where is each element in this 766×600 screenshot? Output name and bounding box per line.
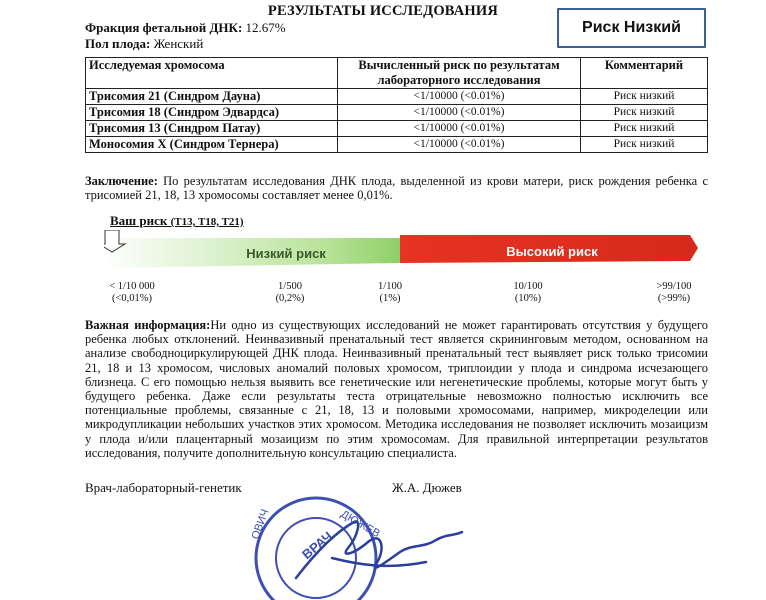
row-chromosome: Трисомия 21 (Синдром Дауна) bbox=[86, 89, 338, 105]
row-risk: <1/10000 (<0.01%) bbox=[338, 105, 581, 121]
scale-tick bbox=[642, 281, 706, 305]
fetal-sex-value: Женский bbox=[153, 36, 204, 51]
row-comment: Риск низкий bbox=[581, 89, 708, 105]
tick-value: < 1/10 000 bbox=[109, 281, 155, 292]
fetal-dna-label: Фракция фетальной ДНК: bbox=[85, 20, 243, 35]
risk-scale-title-text: Ваш риск bbox=[110, 213, 168, 228]
table-row bbox=[86, 89, 708, 105]
tick-value: 1/500 bbox=[278, 281, 302, 292]
risk-badge: Риск Низкий bbox=[557, 8, 706, 48]
row-risk: <1/10000 (<0.01%) bbox=[338, 89, 581, 105]
conclusion-label: Заключение: bbox=[85, 174, 158, 188]
header-risk: Вычисленный риск по результатам лабораторного исследования bbox=[338, 58, 581, 89]
table-row bbox=[86, 137, 708, 153]
row-risk: <1/10000 (<0.01%) bbox=[338, 121, 581, 137]
header-comment: Комментарий bbox=[581, 58, 708, 89]
doctor-role: Врач-лабораторный-генетик bbox=[85, 480, 242, 495]
tick-percent: (<0,01%) bbox=[111, 293, 153, 304]
row-chromosome: Трисомия 13 (Синдром Патау) bbox=[86, 121, 338, 137]
fetal-dna-value: 12.67% bbox=[245, 20, 286, 35]
row-comment: Риск низкий bbox=[581, 105, 708, 121]
results-table bbox=[85, 57, 708, 153]
stamp-and-signature bbox=[236, 492, 466, 600]
risk-scale-bar bbox=[104, 230, 698, 276]
table-header-row bbox=[86, 58, 708, 89]
row-risk: <1/10000 (<0.01%) bbox=[338, 137, 581, 153]
tick-percent: (1%) bbox=[379, 293, 401, 304]
conclusion-text: По результатам исследования ДНК плода, выделенной из крови матери, риск рождения ребенка с трисомией 21, 18, 13 хромосомы составляет менее 0,01%. bbox=[85, 174, 709, 203]
table-row bbox=[86, 105, 708, 121]
tick-value: >99/100 bbox=[656, 281, 692, 292]
row-comment: Риск низкий bbox=[581, 121, 708, 137]
scale-tick bbox=[100, 281, 164, 305]
fetal-sex-line bbox=[85, 36, 203, 52]
fetal-sex-label: Пол плода: bbox=[85, 36, 151, 51]
header-chromosome: Исследуемая хромосома bbox=[86, 58, 338, 89]
scale-tick bbox=[262, 281, 318, 305]
row-chromosome: Моносомия X (Синдром Тернера) bbox=[86, 137, 338, 153]
doctor-name: Ж.А. Дюжев bbox=[392, 480, 462, 495]
stamp-center-text: ВРАЧ bbox=[299, 528, 336, 563]
tick-percent: (10%) bbox=[514, 293, 542, 304]
tick-percent: (0,2%) bbox=[275, 293, 305, 304]
important-info-text: Ни одно из существующих исследований не может гарантировать отсутствия у будущего ребенка любых отклонений. Неинвазивный пренатальный тест является скрининговым методом, основанном на анализе свободноциркулирующей ДНК плода. Неинвазивный пренатальный тест выявляет риск только трисомии 21, 18 и 13 хромосом, числовых аномалий половых хромосом, триплоидии у плода и синдрома исчезающего близнеца. С его помощью нельзя выявить все генетические или негенетические проблемы, которые могут быть у будущего ребенка. Даже если результаты теста отрицательные невозможно полностью исключить все потенциальные проблемы, связанные с 21, 18, 13 и половыми хромосомами, например, микроделеции или микродупликации небольших участков этих хромосом. Методика исследования не позволяет исключить мозаицизм у плода и/или плацентарный мозаицизм по этим хромосомам. Для правильной интерпретации результатов исследования, получите дополнительную консультацию специалиста. bbox=[85, 318, 708, 460]
important-info-label: Важная информация: bbox=[85, 318, 211, 332]
scale-tick bbox=[362, 281, 418, 305]
row-chromosome: Трисомия 18 (Синдром Эдвардса) bbox=[86, 105, 338, 121]
tick-value: 10/100 bbox=[513, 281, 543, 292]
row-comment: Риск низкий bbox=[581, 137, 708, 153]
document-title: РЕЗУЛЬТАТЫ ИССЛЕДОВАНИЯ bbox=[267, 3, 499, 19]
doctor-stamp bbox=[250, 498, 382, 600]
tick-value: 1/100 bbox=[378, 281, 402, 292]
table-row bbox=[86, 121, 708, 137]
fetal-dna-line bbox=[85, 20, 286, 36]
low-risk-label: Низкий риск bbox=[246, 246, 326, 261]
tick-percent: (>99%) bbox=[657, 293, 691, 304]
stamp-side-text: ОВИЧ bbox=[249, 507, 272, 542]
high-risk-label: Высокий риск bbox=[506, 244, 598, 259]
stamp-text: ДЮЖЕВ bbox=[338, 508, 382, 541]
risk-scale-title bbox=[110, 213, 244, 229]
conclusion bbox=[85, 174, 708, 202]
risk-scale-title-suffix: (T13, T18, T21) bbox=[170, 216, 244, 228]
important-info bbox=[85, 318, 708, 460]
scale-tick bbox=[498, 281, 558, 305]
